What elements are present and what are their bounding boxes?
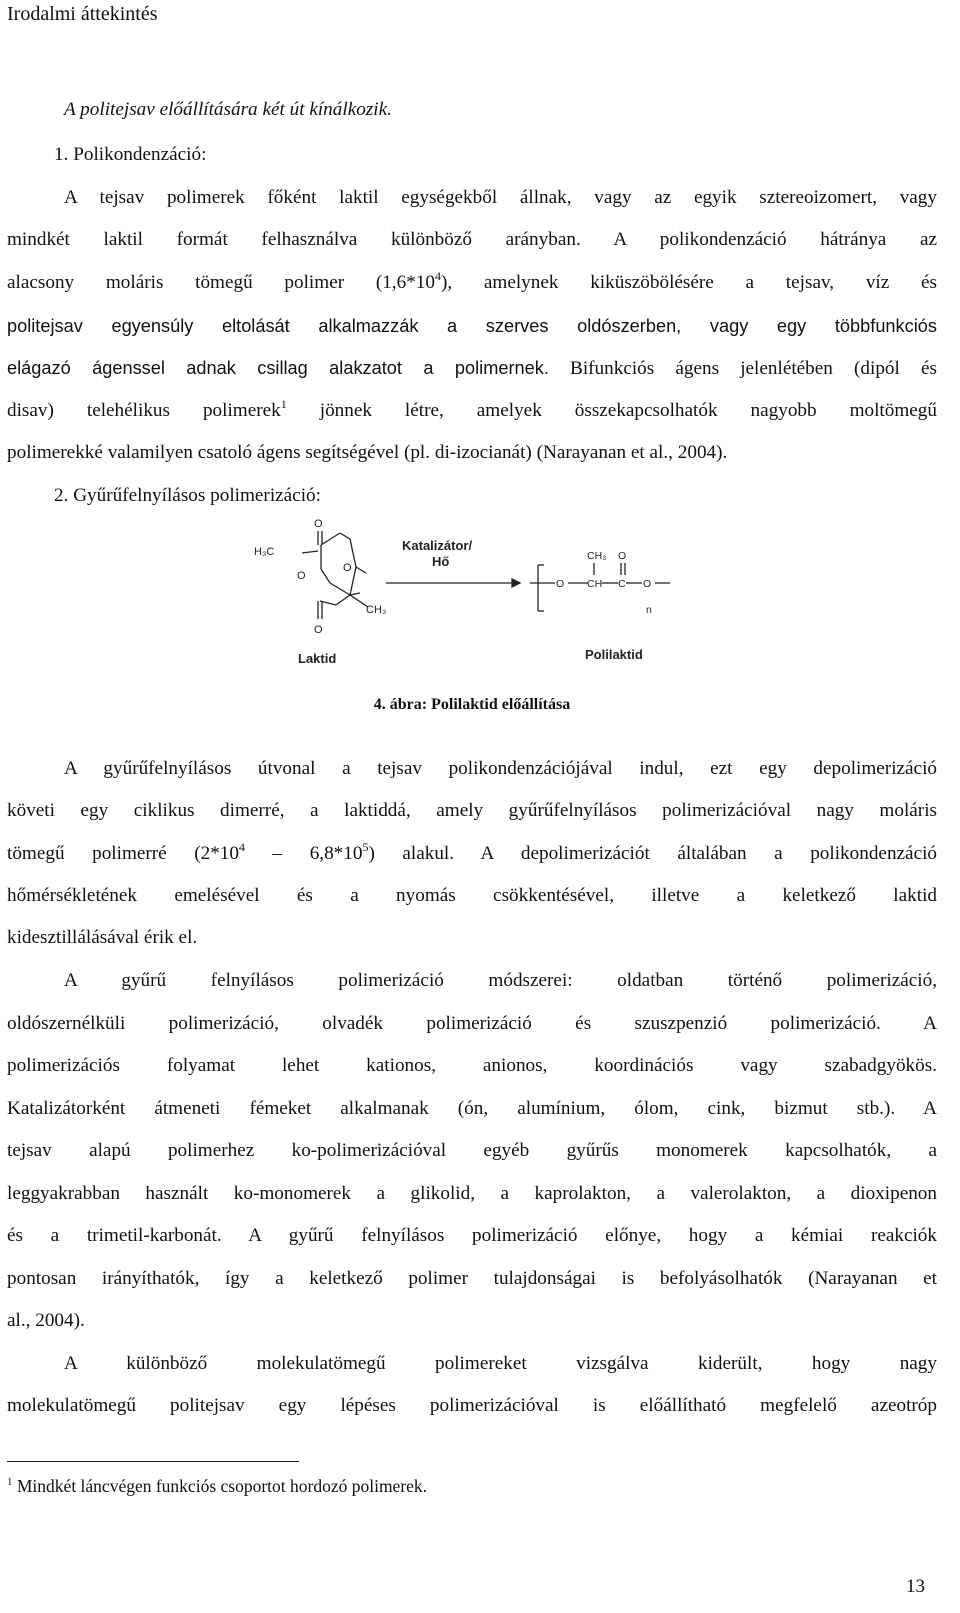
lactide-oxygen-right: O xyxy=(343,562,352,574)
paragraph-line: alacsony moláris tömegű polimer $(1,6*10^4)$, amelynek kiküszöbölésére a tejsav, víz és xyxy=(7,269,937,293)
lactide-h3c: H₃C xyxy=(254,546,275,558)
paragraph-line: Katalizátorként átmeneti fémeket alkalmanak (ón, alumínium, ólom, cink, bizmut stb.). A xyxy=(7,1098,937,1119)
paragraph-line: tömegű polimerré $(2*10^4 - 6,8*10^5)$ alakul. A depolimerizációt általában a polikondenzáció xyxy=(7,840,938,864)
paragraph-line: A gyűrű felnyílásos polimerizáció módszerei: oldatban történő polimerizáció, xyxy=(64,970,937,991)
paragraph-line: al., 2004). xyxy=(7,1310,85,1331)
footnote-divider xyxy=(7,1461,299,1462)
footnote: $^1$ Mindkét láncvégen funkciós csoportot hordozó polimerek. xyxy=(7,1476,428,1496)
paragraph-line: A tejsav polimerek főként laktil egységekből állnak, vagy az egyik sztereoizomert, vagy xyxy=(64,187,937,208)
polylactide-carbonyl-oxygen: O xyxy=(618,550,627,562)
paragraph-line: A különböző molekulatömegű polimereket vizsgálva kiderült, hogy nagy xyxy=(64,1353,937,1374)
paragraph-line: leggyakrabban használt ko-monomerek a glikolid, a kaprolakton, a valerolakton, a dioxipenon xyxy=(7,1183,937,1204)
lactide-oxygen-top: O xyxy=(314,518,323,530)
lactide-oxygen-bottom: O xyxy=(314,624,323,636)
paragraph-line: mindkét laktil formát felhasználva különböző arányban. A polikondenzáció hátránya az xyxy=(7,229,937,250)
polylactide-label: Polilaktid xyxy=(585,647,643,662)
list-item-1: 1. Polikondenzáció: xyxy=(54,144,207,165)
paragraph-line: disav) telehélikus polimerek$^1$ jönnek létre, amelyek összekapcsolhatók nagyobb moltömegű xyxy=(7,397,937,421)
figure-caption: 4. ábra: Polilaktid előállítása xyxy=(373,696,571,713)
list-item-2: 2. Gyűrűfelnyílásos polimerizáció: xyxy=(54,485,321,506)
polylactide-oxygen: O xyxy=(556,578,565,590)
polylactide-oxygen-2: O xyxy=(643,578,652,590)
paragraph-line: oldószernélküli polimerizáció, olvadék polimerizáció és szuszpenzió polimerizáció. A xyxy=(7,1013,937,1034)
heat-label: Hő xyxy=(432,554,450,569)
reaction-scheme-figure xyxy=(250,515,670,675)
paragraph-line: kidesztillálásával érik el. xyxy=(7,927,198,948)
polylactide-ch3: CH₃ xyxy=(587,550,607,562)
catalyst-label: Katalizátor/ xyxy=(402,538,473,553)
lactide-oxygen-left: O xyxy=(297,570,306,582)
paragraph-line: elágazó ágenssel adnak csillag alakzatot a polimernek. Bifunkciós ágens jelenlétében (dipól és xyxy=(7,358,937,379)
paragraph-line: A gyűrűfelnyílásos útvonal a tejsav polikondenzációjával indul, ezt egy depolimerizáció xyxy=(64,758,937,779)
paragraph-line: pontosan irányíthatók, így a keletkező polimer tulajdonságai is befolyásolhatók (Narayanan et xyxy=(7,1268,937,1289)
lactide-label: Laktid xyxy=(298,651,337,666)
lactide-structure xyxy=(302,517,368,619)
polylactide-ch: CH xyxy=(587,578,603,590)
paragraph-line: hőmérsékletének emelésével és a nyomás csökkentésével, illetve a keletkező laktid xyxy=(7,885,937,906)
paragraph-line: és a trimetil-karbonát. A gyűrű felnyílásos polimerizáció előnye, hogy a kémiai reakciók xyxy=(7,1225,937,1246)
repeat-n: n xyxy=(646,604,652,616)
paragraph-line: polimerekké valamilyen csatoló ágens segítségével (pl. di-izocianát) (Narayanan et al., 2004). xyxy=(7,442,728,463)
paragraph-line: tejsav alapú polimerhez ko-polimerizációval egyéb gyűrűs monomerek kapcsolhatók, a xyxy=(7,1140,937,1161)
lactide-ch3: CH₃ xyxy=(366,604,387,616)
paragraph-line: molekulatömegű politejsav egy lépéses polimerizációval is előállítható megfelelő azeotróp xyxy=(7,1395,937,1416)
paragraph-line: polimerizációs folyamat lehet kationos, anionos, koordinációs vagy szabadgyökös. xyxy=(7,1055,937,1076)
paragraph-line: követi egy ciklikus dimerré, a laktiddá, amely gyűrűfelnyílásos polimerizációval nagy moláris xyxy=(7,800,937,821)
paragraph-line: politejsav egyensúly eltolását alkalmazzák a szerves oldószerben, vagy egy többfunkciós xyxy=(7,316,937,336)
page-number: 13 xyxy=(906,1576,925,1597)
intro-heading: A politejsav előállítására két út kínálkozik. xyxy=(64,99,392,120)
running-header: Irodalmi áttekintés xyxy=(7,3,158,25)
polylactide-carbon: C xyxy=(618,578,626,590)
